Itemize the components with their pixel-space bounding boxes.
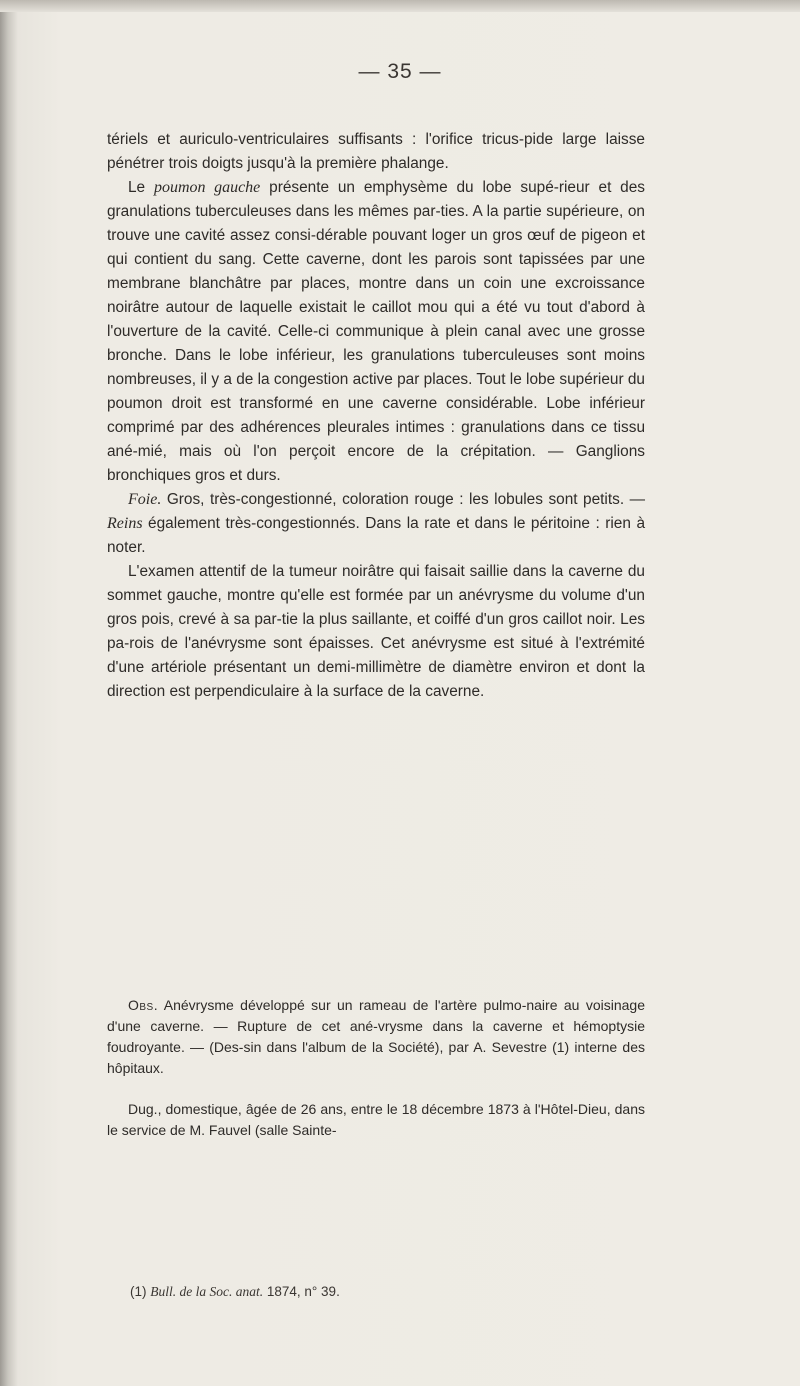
observation-label: Obs. bbox=[128, 997, 159, 1013]
observation-case: Dug., domestique, âgée de 26 ans, entre le 18 décembre 1873 à l'Hôtel-Dieu, dans le service de M. Fauvel (salle Sainte- bbox=[107, 1101, 645, 1138]
footnote: (1) Bull. de la Soc. anat. 1874, n° 39. bbox=[130, 1284, 340, 1299]
paragraph-2: Le poumon gauche présente un emphysème du lobe supé-rieur et des granulations tuberculeuses dans les mêmes par-ties. A la partie supérieure, on trouve une cavité assez consi-dérable pouvant loger un gros œuf de pigeon et qui contient du sang. Cette caverne, dont les parois sont tapissées par une membrane blanchâtre par places, montre dans un coin une excroissance noirâtre autour de laquelle existait le caillot mou qui a été vu tout d'abord à l'ouverture de la cavité. Celle-ci communique à plein canal avec une grosse bronche. Dans le lobe inférieur, les granulations tuberculeuses sont moins nombreuses, il y a de la congestion active par places. Tout le lobe supérieur du poumon droit est transformé en une caverne considérable. Lobe inférieur comprimé par des adhérences pleurales intimes : granulations dans ce tissu ané-mié, mais où l'on perçoit encore de la crépitation. — Ganglions bronchiques gros et durs. bbox=[107, 179, 645, 484]
footnote-reference: Bull. de la Soc. anat. bbox=[150, 1284, 264, 1299]
paragraph-4: L'examen attentif de la tumeur noirâtre qui faisait saillie dans la caverne du sommet gauche, montre qu'elle est formée par un anévrysme du volume d'un gros pois, crevé à sa par-tie la plus saillante, et coiffé d'un gros caillot noir. Les pa-rois de l'anévrysme sont épaisses. Cet anévrysme est situé à l'extrémité d'une artériole présentant un demi-millimètre de diamètre environ et dont la direction est perpendiculaire à la surface de la caverne. bbox=[107, 563, 645, 700]
page-top-edge bbox=[0, 0, 800, 12]
paragraph-3: Foie. Gros, très-congestionné, coloration rouge : les lobules sont petits. — Reins également très-congestionnés. Dans la rate et dans le péritoine : rien à noter. bbox=[107, 491, 645, 556]
emphasis-foie: Foie. bbox=[128, 491, 162, 508]
paragraph-1: tériels et auriculo-ventriculaires suffisants : l'orifice tricus-pide large laisse pénétrer trois doigts jusqu'à la première phalange. bbox=[107, 131, 645, 172]
emphasis-reins: Reins bbox=[107, 515, 143, 532]
main-text bbox=[107, 128, 645, 704]
observation-block bbox=[107, 995, 645, 1141]
page-number: — 35 — bbox=[358, 60, 442, 83]
emphasis-poumon-gauche: poumon gauche bbox=[153, 179, 261, 196]
observation-summary: Obs. Anévrysme développé sur un rameau de l'artère pulmo-naire au voisinage d'une caverne. — Rupture de cet ané-vrysme dans la caverne et hémoptysie foudroyante. — (Des-sin dans l'album de la Société), par A. Sevestre (1) interne des hôpitaux. bbox=[107, 997, 645, 1076]
